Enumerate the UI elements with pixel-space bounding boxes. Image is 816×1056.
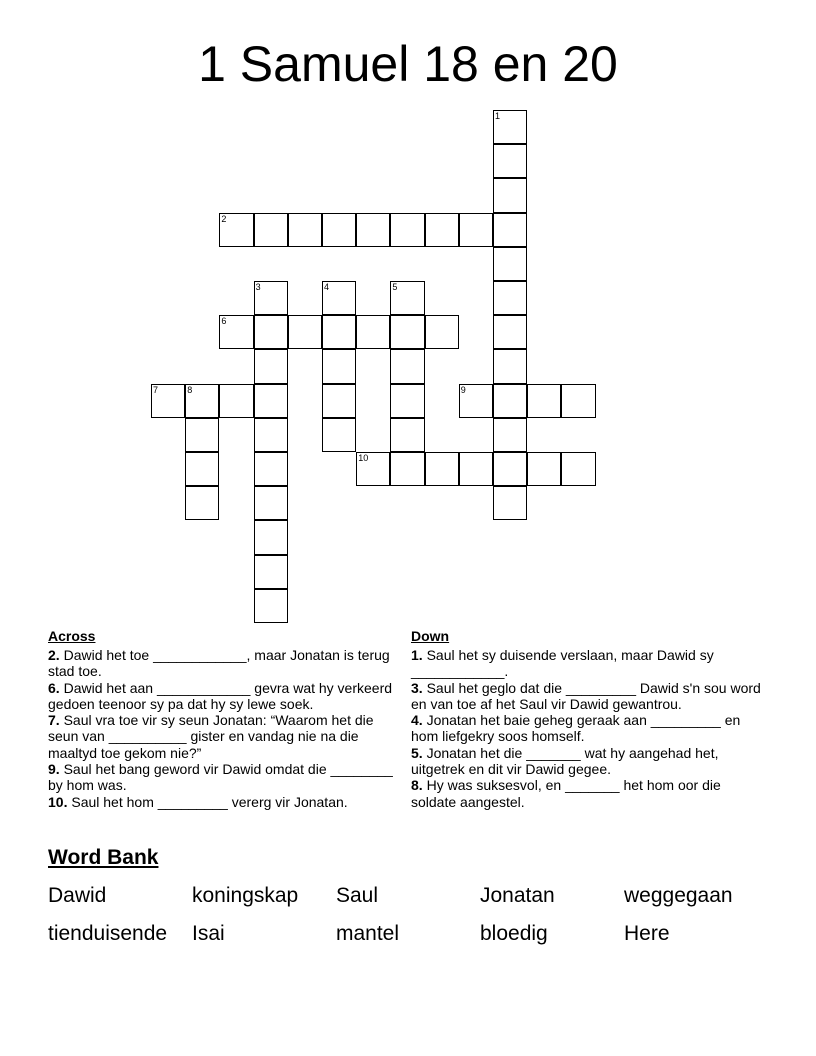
clue-text: Dawid het toe ____________, maar Jonatan is terug stad toe. [48,647,390,680]
grid-cell[interactable] [356,452,390,486]
grid-cell[interactable] [425,315,459,349]
clue-num: 8. [411,777,423,794]
grid-cell[interactable] [254,384,288,418]
word-bank-word: Isai [192,922,225,945]
grid-cell[interactable] [493,486,527,520]
grid-cell[interactable] [185,418,219,452]
clue-text: Saul het sy duisende verslaan, maar Dawid sy ____________. [411,647,714,680]
clue-num: 1. [411,647,423,663]
clue-number: 1 [495,111,501,121]
clue-number: 6 [221,316,227,327]
grid-cell[interactable] [254,520,288,554]
grid-cell[interactable] [185,486,219,520]
word-bank-word: Here [624,922,670,945]
grid-cell[interactable] [390,452,424,486]
clue-number: 5 [392,282,398,292]
across-clue [48,712,400,761]
word-bank-word: bloedig [480,922,548,945]
clue-num: 10. [48,793,68,810]
down-clue [411,680,763,713]
clue-num: 5. [411,744,423,761]
grid-cell[interactable] [425,213,459,247]
across-clue [48,761,400,794]
grid-cell[interactable] [493,281,527,315]
across-clue [48,794,400,810]
grid-cell[interactable] [493,349,527,383]
word-bank-word: Saul [336,884,379,907]
grid-cell[interactable] [254,452,288,486]
grid-cell[interactable] [527,452,561,486]
grid-cell[interactable] [219,213,253,247]
grid-cell[interactable] [390,213,424,247]
grid-cell[interactable] [390,384,424,418]
clue-text: Saul het geglo dat die _________ Dawid s'n sou word en van toe af het Saul vir Dawid gewantrou. [411,679,761,712]
word-bank-word: koningskap [192,884,299,907]
grid-cell[interactable] [219,315,253,349]
grid-cell[interactable] [254,349,288,383]
grid-cell[interactable] [493,452,527,486]
grid-cell[interactable] [390,418,424,452]
across-clues [48,628,400,810]
word-bank-word: tienduisende [48,922,168,945]
down-clue [411,647,763,680]
grid-cell[interactable] [322,281,356,315]
grid-cell[interactable] [459,213,493,247]
grid-cell[interactable] [493,144,527,178]
across-clue [48,647,400,680]
grid-cell[interactable] [185,384,219,418]
down-clue [411,777,763,810]
grid-cell[interactable] [219,384,253,418]
clue-text: Saul vra toe vir sy seun Jonatan: “Waarom het die seun van __________ gister en vandag nie na die maaltyd toe gekom nie?” [48,712,374,761]
grid-cell[interactable] [493,213,527,247]
clue-num: 2. [48,647,60,663]
clue-number: 2 [221,213,227,224]
clue-num: 7. [48,712,60,729]
grid-cell[interactable] [527,384,561,418]
down-clues [411,628,763,810]
grid-cell[interactable] [254,486,288,520]
grid-cell[interactable] [322,213,356,247]
grid-cell[interactable] [561,384,595,418]
grid-cell[interactable] [561,452,595,486]
clue-num: 3. [411,679,423,696]
grid-cell[interactable] [322,349,356,383]
grid-cell[interactable] [493,178,527,212]
clue-number: 8 [187,384,193,395]
grid-cell[interactable] [356,213,390,247]
clue-text: Saul het hom _________ vererg vir Jonatan. [71,793,348,810]
clue-number: 7 [153,384,159,395]
grid-cell[interactable] [493,384,527,418]
grid-cell[interactable] [185,452,219,486]
down-clue [411,745,763,778]
clue-number: 4 [324,282,330,292]
word-bank-word: Dawid [48,884,107,907]
clue-text: Dawid het aan ____________ gevra wat hy verkeerd gedoen teenoor sy pa dat hy sy lewe soek. [48,679,393,712]
down-heading: Down [411,628,450,644]
grid-cell[interactable] [254,555,288,589]
grid-cell[interactable] [322,418,356,452]
word-bank-word: Jonatan [480,884,555,907]
across-heading: Across [48,628,96,644]
grid-cell[interactable] [288,315,322,349]
clue-text: Hy was suksesvol, en _______ het hom oor die soldate aangestel. [411,777,721,810]
clue-number: 9 [460,384,466,395]
grid-cell[interactable] [493,418,527,452]
grid-cell[interactable] [459,384,493,418]
grid-cell[interactable] [493,247,527,281]
page-title: 1 Samuel 18 en 20 [198,36,618,92]
clue-number: 10 [358,453,369,463]
grid-cell[interactable] [425,452,459,486]
down-clue [411,712,763,745]
grid-cell[interactable] [254,589,288,623]
grid-cell[interactable] [254,418,288,452]
grid-cell[interactable] [493,315,527,349]
clue-text: Jonatan het die _______ wat hy aangehad het, uitgetrek en dit vir Dawid gegee. [411,744,719,778]
clue-text: Jonatan het baie geheg geraak aan _________ en hom liefgekry soos homself. [411,712,741,745]
grid-cell[interactable] [493,110,527,144]
clue-number: 3 [255,282,261,292]
grid-cell[interactable] [254,281,288,315]
grid-cell[interactable] [254,213,288,247]
clue-num: 4. [411,712,423,729]
grid-cell[interactable] [288,213,322,247]
clue-text: Saul het bang geword vir Dawid omdat die ________ by hom was. [48,761,393,794]
grid-cell[interactable] [356,315,390,349]
grid-cell[interactable] [322,384,356,418]
grid-cell[interactable] [390,349,424,383]
across-clue [48,680,400,713]
grid-cell[interactable] [254,315,288,349]
word-bank-word: mantel [336,922,400,945]
word-bank-word: weggegaan [624,884,733,907]
word-bank-heading: Word Bank [48,846,159,869]
clue-num: 9. [48,761,60,778]
grid-cell[interactable] [390,281,424,315]
clue-num: 6. [48,679,60,696]
grid-cell[interactable] [151,384,185,418]
grid-cell[interactable] [390,315,424,349]
grid-cell[interactable] [322,315,356,349]
grid-cell[interactable] [459,452,493,486]
